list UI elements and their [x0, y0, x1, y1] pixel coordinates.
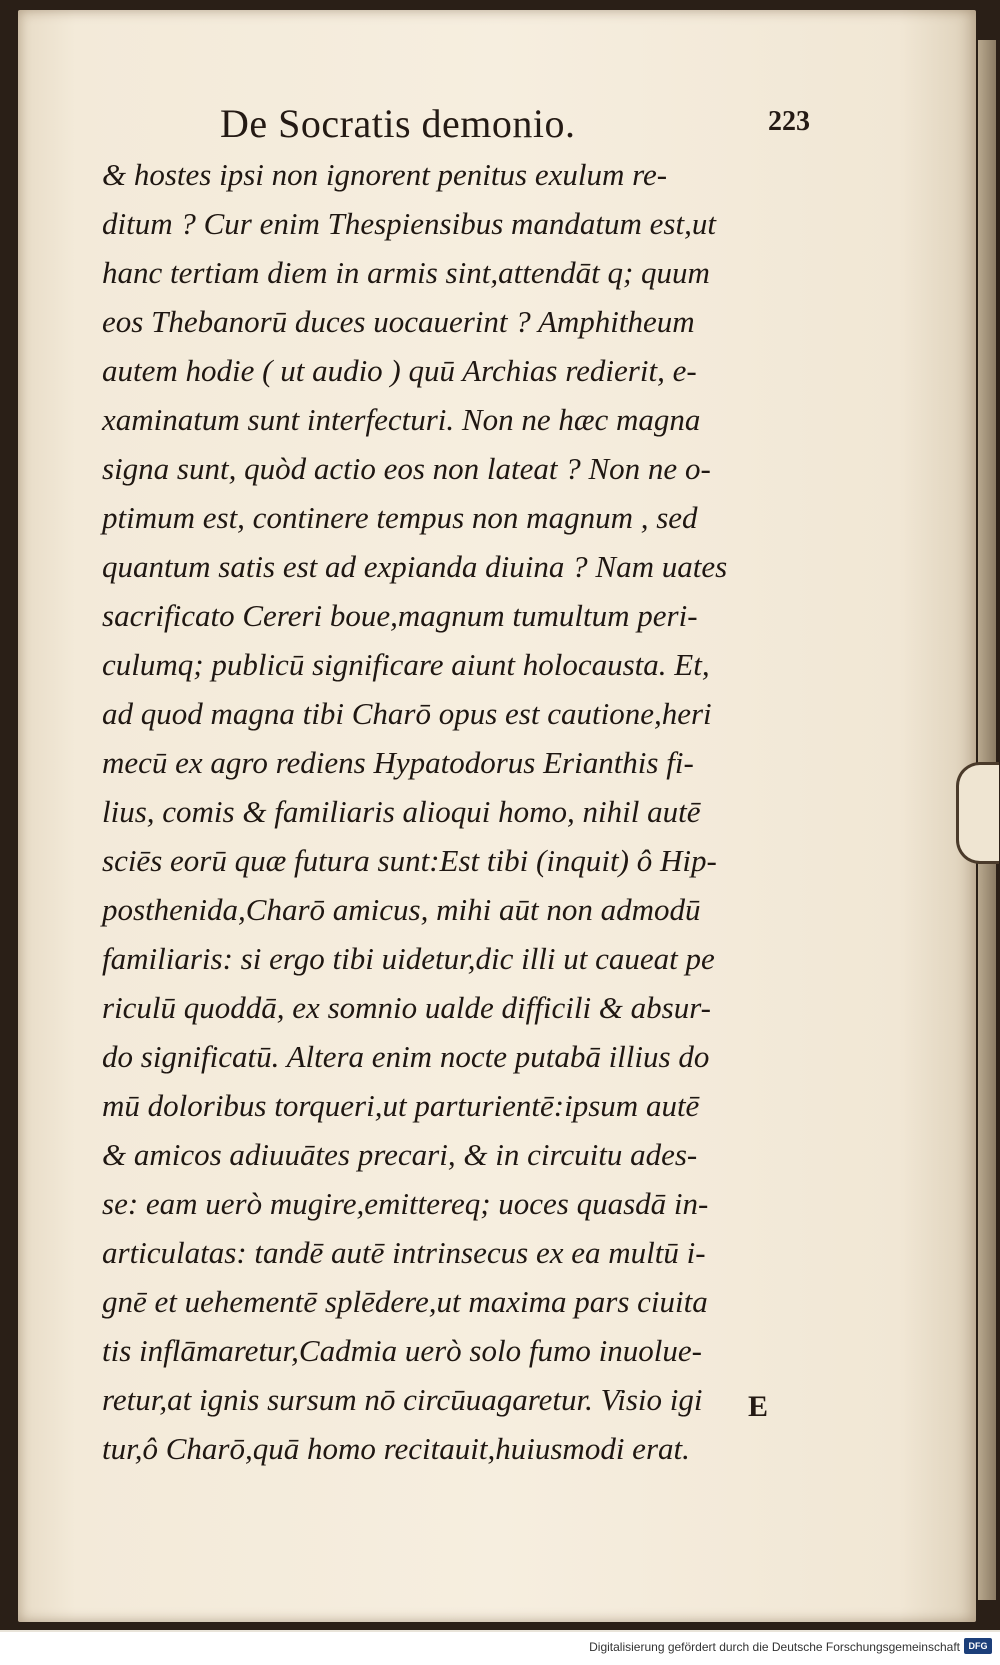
- funding-credit: Digitalisierung gefördert durch die Deutsche Forschungsgemeinschaft: [589, 1640, 960, 1654]
- text-line: lius, comis & familiaris alioqui homo, nihil autē: [102, 794, 701, 829]
- dfg-logo-icon: DFG: [964, 1638, 992, 1654]
- text-line: tur,ô Charō,quā homo recitauit,huiusmodi erat.: [102, 1431, 690, 1466]
- text-line: ad quod magna tibi Charō opus est cautione,heri: [102, 696, 712, 731]
- text-line: mecū ex agro rediens Hypatodorus Erianthis fi-: [102, 745, 694, 780]
- text-line: familiaris: si ergo tibi uidetur,dic illi ut caueat pe: [102, 941, 715, 976]
- page-tab: [956, 762, 999, 864]
- text-line: hanc tertiam diem in armis sint,attendāt q; quum: [102, 255, 710, 290]
- body-text: [102, 150, 802, 1473]
- digitization-footer: [0, 1632, 1000, 1665]
- text-line: mū doloribus torqueri,ut parturientē:ipsum autē: [102, 1088, 700, 1123]
- text-line: autem hodie ( ut audio ) quū Archias redierit, e-: [102, 353, 697, 388]
- text-line: posthenida,Charō amicus, mihi aūt non admodū: [102, 892, 701, 927]
- text-line: culumq; publicū significare aiunt holocausta. Et,: [102, 647, 710, 682]
- text-line: ditum ? Cur enim Thespiensibus mandatum est,ut: [102, 206, 716, 241]
- text-line: quantum satis est ad expianda diuina ? Nam uates: [102, 549, 728, 584]
- text-line: & hostes ipsi non ignorent penitus exulum re-: [102, 157, 668, 192]
- text-line: retur,at ignis sursum nō circūuagaretur. Visio igi: [102, 1382, 703, 1417]
- text-line: signa sunt, quòd actio eos non lateat ? Non ne o-: [102, 451, 711, 486]
- text-line: eos Thebanorū duces uocauerint ? Amphitheum: [102, 304, 695, 339]
- running-title: De Socratis demonio.: [220, 101, 576, 146]
- text-line: gnē et uehementē splēdere,ut maxima pars ciuita: [102, 1284, 708, 1319]
- text-line: riculū quoddā, ex somnio ualde difficili & absur-: [102, 990, 711, 1025]
- text-line: sacrificato Cereri boue,magnum tumultum peri-: [102, 598, 698, 633]
- text-line: tis inflāmaretur,Cadmia uerò solo fumo inuolue-: [102, 1333, 702, 1368]
- signature-mark: E: [748, 1390, 769, 1423]
- text-line: articulatas: tandē autē intrinsecus ex ea multū i-: [102, 1235, 706, 1270]
- text-line: sciēs eorū quæ futura sunt:Est tibi (inquit) ô Hip-: [102, 843, 717, 878]
- text-line: do significatū. Altera enim nocte putabā illius do: [102, 1039, 710, 1074]
- text-line: & amicos adiuuātes precari, & in circuitu ades-: [102, 1137, 698, 1172]
- text-line: se: eam uerò mugire,emittereq; uoces quasdā in-: [102, 1186, 709, 1221]
- text-line: ptimum est, continere tempus non magnum , sed: [102, 500, 698, 535]
- text-line: xaminatum sunt interfecturi. Non ne hæc magna: [102, 402, 701, 437]
- page-number: 223: [768, 106, 810, 137]
